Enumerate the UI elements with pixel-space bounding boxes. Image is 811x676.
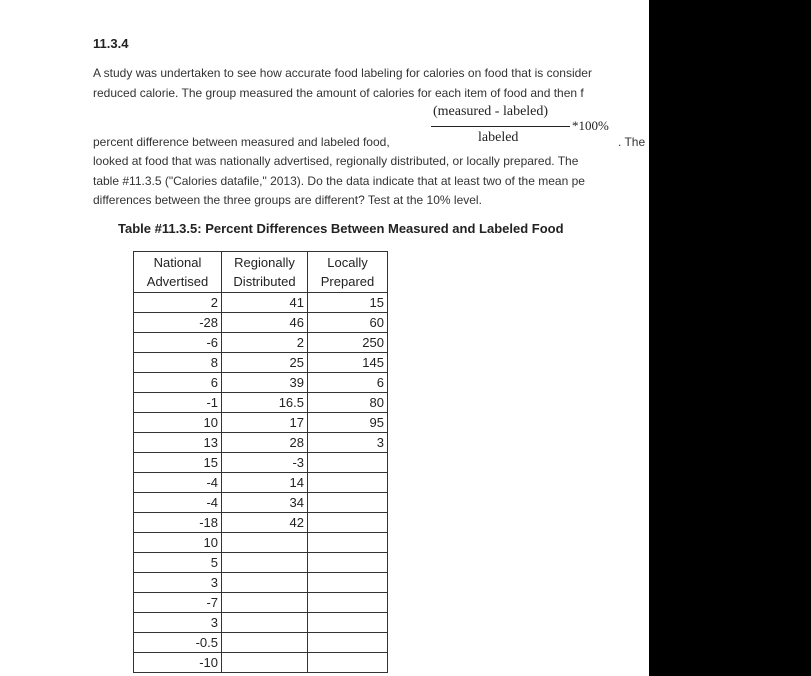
table-cell: 10 <box>134 413 222 433</box>
table-cell: -0.5 <box>134 633 222 653</box>
table-cell <box>222 533 308 553</box>
table-cell: 60 <box>308 313 388 333</box>
column-header-local <box>308 252 388 293</box>
table-cell: 25 <box>222 353 308 373</box>
paragraph-line-2: reduced calorie. The group measured the amount of calories for each item of food and then f <box>93 86 584 100</box>
table-cell <box>222 613 308 633</box>
table-cell: 39 <box>222 373 308 393</box>
table-cell: 3 <box>134 573 222 593</box>
table-row <box>134 393 388 413</box>
table-cell: 3 <box>134 613 222 633</box>
table-cell <box>308 533 388 553</box>
table-cell: 46 <box>222 313 308 333</box>
table-row <box>134 453 388 473</box>
table-cell: 8 <box>134 353 222 373</box>
table-cell: 6 <box>308 373 388 393</box>
header-text: Distributed <box>233 274 296 289</box>
data-table <box>133 251 388 673</box>
table-row <box>134 653 388 673</box>
table-row <box>134 493 388 513</box>
table-header-row <box>134 252 388 293</box>
table-title: Table #11.3.5: Percent Differences Between Measured and Labeled Food <box>118 221 564 236</box>
table-row <box>134 433 388 453</box>
header-text: Locally <box>327 255 368 270</box>
table-cell: 16.5 <box>222 393 308 413</box>
table-cell <box>222 633 308 653</box>
formula-multiplier: *100% <box>572 118 609 133</box>
table-row <box>134 533 388 553</box>
table-cell: -7 <box>134 593 222 613</box>
formula-fraction-bar <box>431 126 570 127</box>
paragraph-line-6: differences between the three groups are different? Test at the 10% level. <box>93 193 482 207</box>
table-cell <box>308 473 388 493</box>
table-row <box>134 293 388 313</box>
table-cell <box>308 633 388 653</box>
table-cell: 15 <box>308 293 388 313</box>
paragraph-line-1: A study was undertaken to see how accurate food labeling for calories on food that is consider <box>93 66 592 80</box>
header-text: National <box>153 255 202 270</box>
table-cell <box>222 593 308 613</box>
table-cell <box>308 653 388 673</box>
header-text: Regionally <box>234 255 295 270</box>
formula-numerator: (measured - labeled) <box>433 104 549 119</box>
table-cell: 2 <box>134 293 222 313</box>
table-cell: -18 <box>134 513 222 533</box>
table-cell: -6 <box>134 333 222 353</box>
table-cell <box>222 573 308 593</box>
table-body <box>134 293 388 673</box>
table-row <box>134 553 388 573</box>
table-row <box>134 373 388 393</box>
table-cell: 3 <box>308 433 388 453</box>
table-cell: -28 <box>134 313 222 333</box>
black-side-panel <box>649 0 811 676</box>
table-cell: 41 <box>222 293 308 313</box>
table-cell <box>222 653 308 673</box>
table-row <box>134 513 388 533</box>
table-cell: 42 <box>222 513 308 533</box>
table-cell: -3 <box>222 453 308 473</box>
table-row <box>134 333 388 353</box>
table-cell: 6 <box>134 373 222 393</box>
table-cell: 250 <box>308 333 388 353</box>
table-cell: 10 <box>134 533 222 553</box>
table-row <box>134 633 388 653</box>
table-row <box>134 313 388 333</box>
table-cell <box>308 613 388 633</box>
table-cell <box>308 513 388 533</box>
paragraph-line-5: table #11.3.5 ("Calories datafile," 2013). Do the data indicate that at least two of the mean pe <box>93 174 585 188</box>
table-cell: 14 <box>222 473 308 493</box>
header-text: Prepared <box>320 274 375 289</box>
paragraph-line-4: looked at food that was nationally advertised, regionally distributed, or locally prepared. The <box>93 154 579 168</box>
exercise-number: 11.3.4 <box>93 36 129 51</box>
table-cell: 5 <box>134 553 222 573</box>
table-cell <box>222 553 308 573</box>
table-cell <box>308 553 388 573</box>
table-row <box>134 613 388 633</box>
table-cell: 34 <box>222 493 308 513</box>
table-cell <box>308 593 388 613</box>
paragraph-line-3: percent difference between measured and labeled food, <box>93 135 390 149</box>
table-cell: -1 <box>134 393 222 413</box>
formula-denominator: labeled <box>478 130 519 145</box>
table-cell <box>308 453 388 473</box>
paragraph-line-3-end: . The <box>618 135 646 149</box>
column-header-national <box>134 252 222 293</box>
table-row <box>134 593 388 613</box>
table-row <box>134 473 388 493</box>
table-cell: 95 <box>308 413 388 433</box>
table-cell: -10 <box>134 653 222 673</box>
table-cell: 17 <box>222 413 308 433</box>
table-cell: 15 <box>134 453 222 473</box>
table-cell: 2 <box>222 333 308 353</box>
table-cell: 28 <box>222 433 308 453</box>
table-cell <box>308 493 388 513</box>
table-row <box>134 413 388 433</box>
table-cell: 13 <box>134 433 222 453</box>
table-cell: 145 <box>308 353 388 373</box>
table-cell: 80 <box>308 393 388 413</box>
header-text: Advertised <box>146 274 209 289</box>
column-header-regional <box>222 252 308 293</box>
table-cell <box>308 573 388 593</box>
table-row <box>134 573 388 593</box>
table-cell: -4 <box>134 493 222 513</box>
table-cell: -4 <box>134 473 222 493</box>
table-row <box>134 353 388 373</box>
